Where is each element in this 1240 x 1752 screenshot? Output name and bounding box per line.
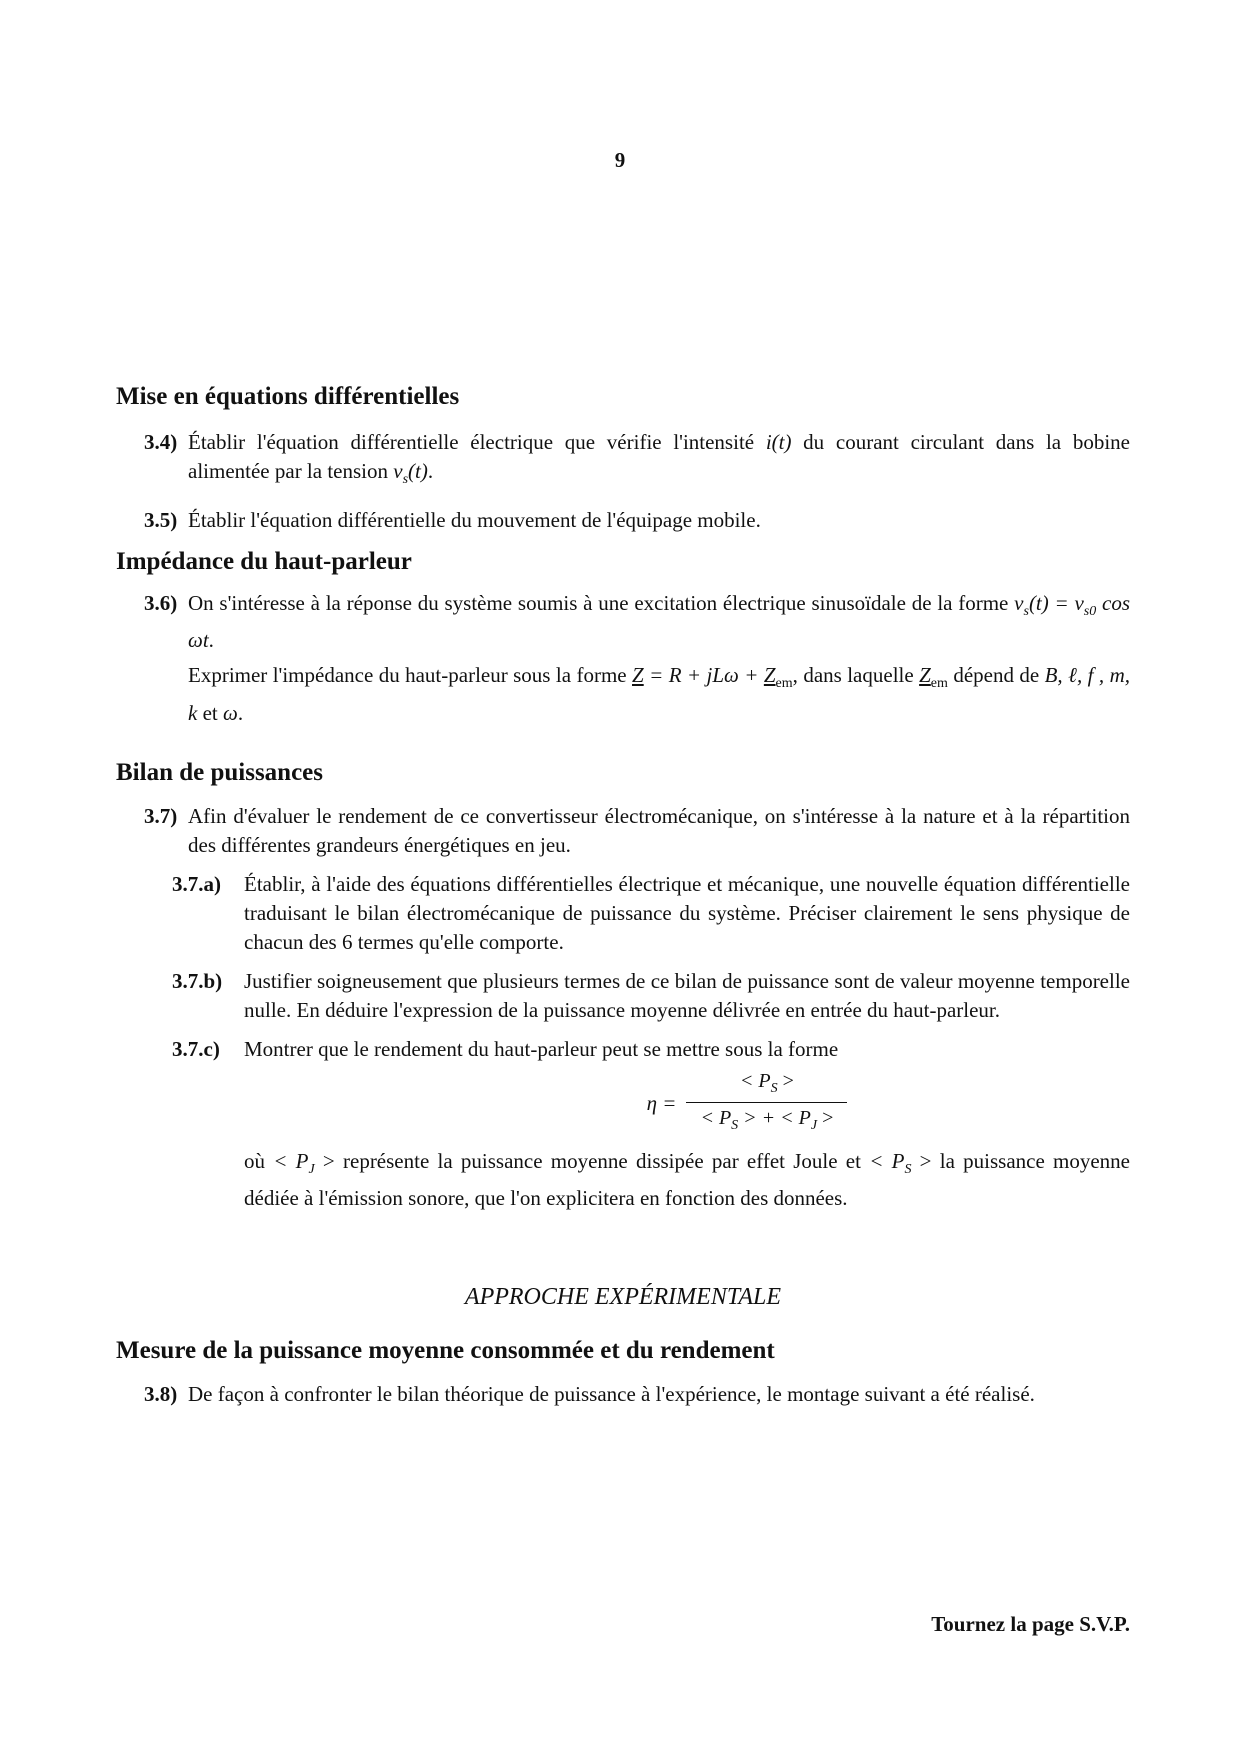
question-number: 3.7.b) xyxy=(172,968,223,993)
efficiency-formula xyxy=(244,1068,1130,1139)
question-3-8: 3.8) De façon à confronter le bilan théorique de puissance à l'expérience, le montage suivant a été réalisé. xyxy=(116,1380,1130,1409)
question-3-5: 3.5) Établir l'équation différentielle du mouvement de l'équipage mobile. xyxy=(116,506,1130,535)
section-title-bilan: Bilan de puissances xyxy=(116,758,324,786)
fraction-numerator: < $P_S$ > xyxy=(739,1069,794,1096)
section-title-mesure: Mesure de la puissance moyenne consommée et du rendement xyxy=(116,1336,775,1364)
question-3-7-c: 3.7.c) Montrer que le rendement du haut-parleur peut se mettre sous la forme η = $\frac{< P_S >}{< P_S > + < P_J >}$ où < $P_J$ > représente la puissance moyenne dissipée par effet Joule et < $P_S$ > la puissance moyenne dédiée à l'émission sonore, que l'on explicitera en fonction des données. xyxy=(116,1035,1130,1213)
math-i-t: i(t) xyxy=(765,430,792,454)
footer-turn-page: Tournez la page S.V.P. xyxy=(931,1612,1130,1636)
efficiency-explanation: où < $P_J$ > représente la puissance moyenne dissipée par effet Joule et < $P_S$ > la puissance moyenne dédiée à l'émission sonore, que l'on explicitera en fonction des données. xyxy=(244,1148,1130,1210)
impedance-statement: Exprimer l'impédance du haut-parleur sous la forme $Z = R + jL\omega + Z_{em}$, dans laquelle $Z_{em}$ dépend de B, ℓ, f , m, k et ω. xyxy=(188,663,1130,725)
question-3-6: 3.6) On s'intéresse à la réponse du système soumis à une excitation électrique sinusoïdale de la forme $v_s(t) = v_{s0}$ cos ωt. Exprimer l'impédance du haut-parleur sous la forme $Z = R + jL\omega + Z_{em}$, dans laquelle $Z_{em}$ dépend de B, ℓ, f , m, k et ω. xyxy=(116,589,1130,727)
question-3-7-a: 3.7.a) Établir, à l'aide des équations différentielles électrique et mécanique, une nouvelle équation différentielle traduisant le bilan électromécanique de puissance du système. Préciser clairement le sens physique de chacun des 6 termes qu'elle comporte. xyxy=(172,871,1130,954)
question-3-4: 3.4) Établir l'équation différentielle électrique que vérifie l'intensité i(t) du courant circulant dans la bobine alimentée par la tension $v_s(t)$. xyxy=(144,430,1130,488)
question-number: 3.8) xyxy=(144,1381,178,1406)
question-number: 3.7) xyxy=(144,803,178,828)
fraction xyxy=(686,1068,847,1139)
question-number: 3.7.a) xyxy=(172,871,221,896)
question-3-7: 3.7) Afin d'évaluer le rendement de ce convertisseur électromécanique, on s'intéresse à la nature et à la répartition des différentes grandeurs énergétiques en jeu. xyxy=(144,803,1130,857)
question-number: 3.4) xyxy=(144,430,178,454)
part-title: APPROCHE EXPÉRIMENTALE xyxy=(464,1283,782,1310)
question-number: 3.7.c) xyxy=(172,1036,220,1061)
question-number: 3.5) xyxy=(144,508,178,533)
document-body xyxy=(116,380,1130,1409)
page-number: 9 xyxy=(614,148,626,172)
fraction-denominator: < $P_S$ > + < $P_J$ > xyxy=(686,1102,847,1139)
section-title-impedance: Impédance du haut-parleur xyxy=(116,548,412,576)
section-title-equations: Mise en équations différentielles xyxy=(116,383,460,410)
eta-symbol: η = xyxy=(646,1090,677,1115)
question-3-7-b: 3.7.b) Justifier soigneusement que plusieurs termes de ce bilan de puissance sont de valeur moyenne temporelle nulle. En déduire l'expression de la puissance moyenne délivrée en entrée du haut-parleur. xyxy=(172,968,1130,1022)
question-number: 3.6) xyxy=(144,591,178,616)
